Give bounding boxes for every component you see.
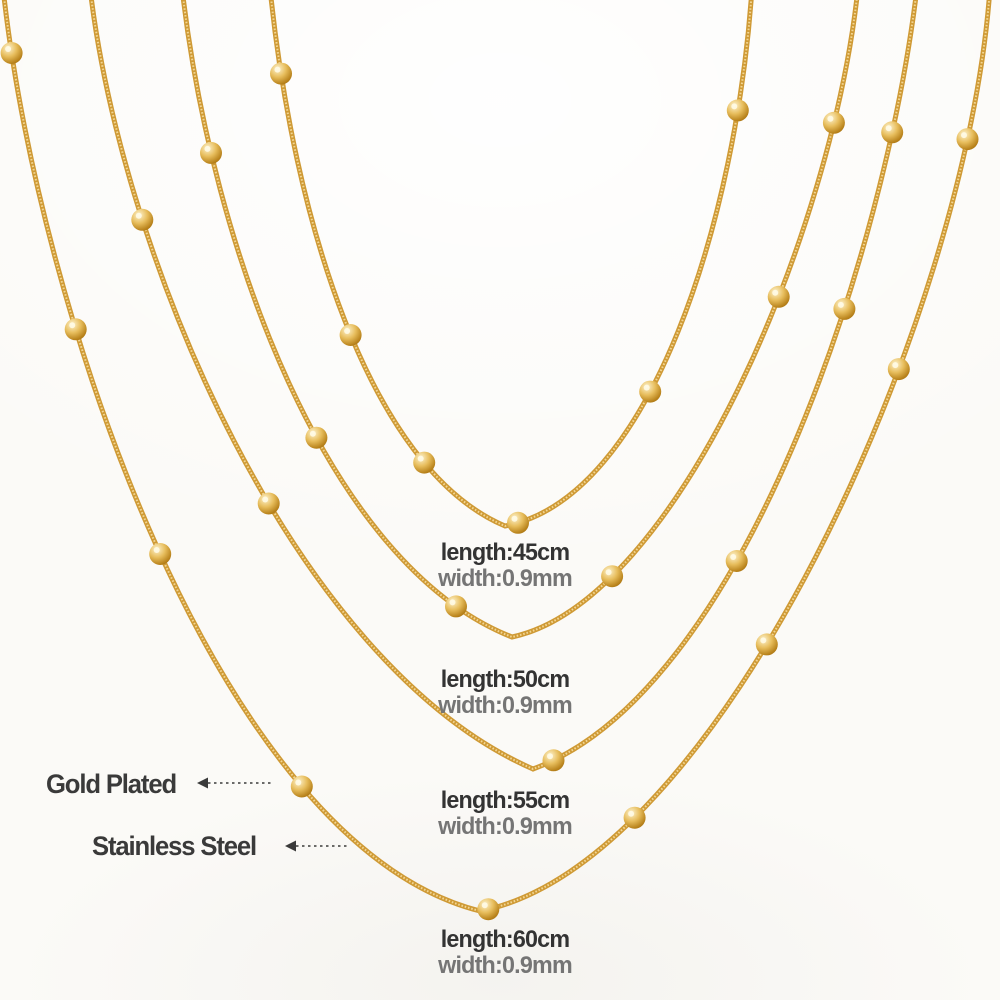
- chain-bead: [445, 595, 467, 617]
- chain-bead: [888, 358, 910, 380]
- size-label-50cm: [398, 667, 611, 719]
- bead-highlight: [760, 637, 766, 643]
- length-text-50cm: length:50cm: [440, 666, 570, 693]
- bead-highlight: [69, 322, 75, 328]
- chain-bead: [727, 99, 749, 121]
- chain-bead: [833, 298, 855, 320]
- chain-bead: [756, 633, 778, 655]
- bead-highlight: [295, 780, 301, 786]
- bead-highlight: [827, 116, 833, 122]
- width-text-60cm: width:0.9mm: [438, 952, 572, 979]
- bead-highlight: [512, 516, 518, 522]
- chain-bead: [413, 452, 435, 474]
- bead-highlight: [730, 554, 736, 560]
- chain-bead: [149, 543, 171, 565]
- chain-texture: [90, 0, 917, 769]
- width-text-55cm: width:0.9mm: [438, 813, 572, 840]
- bead-highlight: [310, 431, 316, 437]
- length-text-55cm: length:55cm: [440, 787, 570, 814]
- bead-highlight: [886, 125, 892, 131]
- chain-bead: [507, 512, 529, 534]
- chain-texture: [270, 0, 752, 526]
- length-text-45cm: length:45cm: [440, 539, 570, 566]
- bead-highlight: [482, 902, 488, 908]
- bead-highlight: [731, 103, 737, 109]
- material-label-stainless-steel: Stainless Steel: [92, 831, 256, 861]
- stainless-steel-arrow-head: [285, 841, 296, 852]
- bead-highlight: [136, 213, 142, 219]
- chain-bead: [305, 427, 327, 449]
- bead-highlight: [205, 146, 211, 152]
- bead-highlight: [838, 302, 844, 308]
- chain-bead: [200, 142, 222, 164]
- width-text-45cm: width:0.9mm: [438, 565, 572, 592]
- chain-bead: [881, 121, 903, 143]
- length-text-60cm: length:60cm: [440, 926, 570, 953]
- bead-highlight: [262, 497, 268, 503]
- bead-highlight: [547, 753, 553, 759]
- chain-bead: [65, 318, 87, 340]
- bead-highlight: [418, 456, 424, 462]
- chain-bead: [477, 898, 499, 920]
- chain-bead: [1, 42, 23, 64]
- chain-bead: [543, 749, 565, 771]
- chain-bead: [768, 286, 790, 308]
- bead-highlight: [772, 290, 778, 296]
- necklace-45cm: [270, 0, 752, 534]
- bead-highlight: [344, 328, 350, 334]
- size-label-60cm: [398, 927, 611, 979]
- size-label-55cm: [398, 788, 611, 840]
- chain-bead: [291, 776, 313, 798]
- chain-bead: [624, 807, 646, 829]
- size-label-45cm: [398, 540, 611, 592]
- chain-bead: [639, 381, 661, 403]
- chain-bead: [823, 112, 845, 134]
- width-text-50cm: width:0.9mm: [438, 692, 572, 719]
- chain-bead: [270, 63, 292, 85]
- gold-plated-arrow-head: [197, 778, 208, 789]
- chain-bead: [258, 493, 280, 515]
- bead-highlight: [154, 547, 160, 553]
- bead-highlight: [628, 811, 634, 817]
- chain-bead: [957, 128, 979, 150]
- bead-highlight: [5, 46, 11, 52]
- chain-bead: [340, 324, 362, 346]
- chain-line: [270, 0, 752, 526]
- bead-highlight: [892, 362, 898, 368]
- material-label-gold-plated: Gold Plated: [46, 769, 176, 799]
- bead-highlight: [644, 385, 650, 391]
- bead-highlight: [961, 132, 967, 138]
- chain-bead: [131, 209, 153, 231]
- bead-highlight: [275, 67, 281, 73]
- chain-bead: [726, 550, 748, 572]
- bead-highlight: [450, 599, 456, 605]
- chain-line: [90, 0, 917, 769]
